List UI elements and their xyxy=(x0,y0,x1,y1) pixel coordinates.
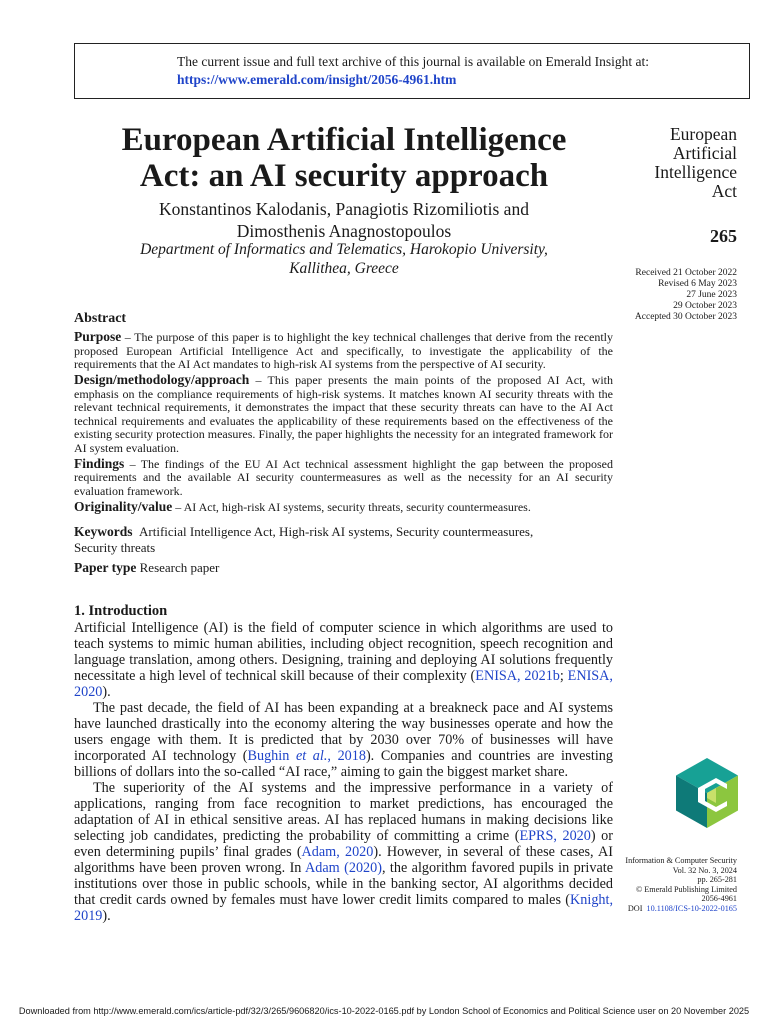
date-received: Received 21 October 2022 xyxy=(635,268,737,278)
running-head-line: European xyxy=(669,124,737,144)
emerald-logo-icon xyxy=(676,758,738,828)
journal-issn: 2056-4961 xyxy=(701,894,737,904)
journal-url-link[interactable]: https://www.emerald.com/insight/2056-4961.htm xyxy=(177,72,457,87)
paragraph-text: ). However, in several of these cases, AI algorithms have been proven wrong. In xyxy=(74,844,613,876)
paper-type xyxy=(74,560,613,576)
affiliation-line-2: Kallithea, Greece xyxy=(289,260,399,277)
citation-link[interactable]: Adam (2020) xyxy=(305,860,382,876)
citation-link[interactable]: Knight, 2019 xyxy=(74,892,613,924)
paper-type-value: Research paper xyxy=(139,560,220,575)
citation-author: Bughin xyxy=(247,748,296,764)
abstract-section-text: – The findings of the EU AI Act technical assessment highlight the gap between the proposed requirements and the available AI security countermeasures as well as the necessity for an AI security evaluation framework. xyxy=(74,456,613,498)
introduction-heading: 1. Introduction xyxy=(74,603,168,619)
abstract-design xyxy=(74,373,613,455)
date-accepted: Accepted 30 October 2023 xyxy=(634,312,737,322)
running-head-line: Act xyxy=(711,181,737,201)
date-revised: 27 June 2023 xyxy=(686,290,737,300)
paragraph-text: Artificial Intelligence (AI) is the field of computer science in which algorithms are used to teach systems to mimic human abilities, including object recognition, speech recognition and language translation, among others. Designing, training and deploying AI solutions frequently necessitate a high level of technical skill because of their complexity ( xyxy=(74,620,613,684)
journal-name: Information & Computer Security xyxy=(625,856,737,865)
abstract-section-label: Originality/value xyxy=(74,498,173,514)
abstract-originality xyxy=(74,500,613,515)
citation-link[interactable]: Adam, 2020 xyxy=(301,844,374,860)
abstract-purpose xyxy=(74,330,613,372)
paragraph-text: ; xyxy=(559,668,568,684)
doi-link[interactable]: 10.1108/ICS-10-2022-0165 xyxy=(646,903,737,913)
running-head-line: Artificial xyxy=(672,143,737,163)
keywords-label: Keywords xyxy=(74,524,133,539)
citation-link[interactable]: ENISA, 2020 xyxy=(74,668,613,700)
keywords-text-continued: Security threats xyxy=(74,539,156,555)
running-head-line: Intelligence xyxy=(654,162,737,182)
page-number: 265 xyxy=(710,226,737,246)
abstract-heading: Abstract xyxy=(74,311,127,326)
article-history-dates xyxy=(600,268,737,323)
paper-type-label: Paper type xyxy=(74,560,137,575)
download-footer: Downloaded from http://www.emerald.com/ics/article-pdf/32/3/265/9606820/ics-10-2022-0165.pdf by London School of Economics and Political Science user on 20 November 2025 xyxy=(18,1006,750,1016)
date-revised: 29 October 2023 xyxy=(673,301,737,311)
journal-pages: pp. 265-281 xyxy=(697,875,737,885)
date-revised: Revised 6 May 2023 xyxy=(658,279,737,289)
title-line-2: Act: an AI security approach xyxy=(139,158,549,194)
abstract-body xyxy=(74,330,613,516)
doi-label: DOI xyxy=(627,903,643,913)
paragraph-text: ). Companies and countries are investing billions of dollars into the so-called “AI race,” aiming to gain the biggest market share. xyxy=(74,748,613,780)
article-title xyxy=(74,122,614,194)
paragraph-text: ). xyxy=(102,908,111,924)
running-head xyxy=(610,125,737,201)
authors-line-1: Konstantinos Kalodanis, Panagiotis Rizomiliotis and xyxy=(159,199,529,219)
paragraph-text: ). xyxy=(102,684,111,700)
abstract-section-text: – AI Act, high-risk AI systems, security threats, security countermeasures. xyxy=(172,499,531,514)
affiliation-line-1: Department of Informatics and Telematics, Harokopio University, xyxy=(140,241,548,258)
citation-link[interactable]: EPRS, 2020 xyxy=(519,828,591,844)
intro-paragraph-3 xyxy=(74,780,613,924)
paragraph-text: , the algorithm favored pupils in private institutions over those in public schools, while in the banking sector, AI algorithms decided that credit cards owned by females must have lower credit limits compared to males ( xyxy=(74,860,613,908)
affiliation xyxy=(74,240,614,278)
citation-etal: et al. xyxy=(295,748,328,764)
intro-paragraph-2 xyxy=(74,700,613,780)
keywords xyxy=(74,524,613,555)
abstract-section-text: – The purpose of this paper is to highlight the key technical challenges that derive from the recently proposed European Artificial Intelligence Act and specifically, to investigate the applicability of the requirements that the AI Act mandates to high-risk AI systems from the perspective of AI security. xyxy=(74,330,613,371)
abstract-section-label: Purpose xyxy=(74,329,122,344)
abstract-section-label: Findings xyxy=(74,455,125,471)
abstract-findings xyxy=(74,457,613,499)
paragraph-text: The superiority of the AI systems and the impressive performance in a variety of applications, ranging from face recognition to market predictions, has encouraged the adaptation of AI in ethical sensitive areas. AI has replaced humans in making decisions like selecting job candidates, predicting the probability of committing a crime ( xyxy=(74,780,613,844)
title-line-1: European Artificial Intelligence xyxy=(121,122,567,158)
journal-volume: Vol. 32 No. 3, 2024 xyxy=(672,865,737,875)
author-list xyxy=(74,198,614,242)
citation-year: , 2018 xyxy=(327,748,366,764)
abstract-section-text: – This paper presents the main points of the proposed AI Act, with emphasis on the compliance requirements of high-risk systems. It matches known AI security threats with the relevant technical requirements, it demonstrates the impact that these security threats can have to the AI Act technical requirements and evaluates the applicability of these requirements based on the effectiveness of the existing security protection measures. Finally, the paper highlights the necessity for an integrated framework for AI system evaluation. xyxy=(74,373,613,455)
paragraph-text: The past decade, the field of AI has been expanding at a breakneck pace and AI systems have launched drastically into the economy altering the way businesses operate and how the users engage with them. It is predicted that by 2030 over 70% of businesses will have incorporated AI technology ( xyxy=(74,700,613,764)
keywords-text: Artificial Intelligence Act, High-risk AI systems, Security countermeasures, xyxy=(139,524,534,539)
abstract-section-label: Design/methodology/approach xyxy=(74,372,250,387)
introduction-body xyxy=(74,620,613,924)
authors-line-2: Dimosthenis Anagnostopoulos xyxy=(236,221,452,241)
citation-link[interactable]: ENISA, 2021b xyxy=(475,668,560,684)
intro-paragraph-1 xyxy=(74,620,613,700)
paragraph-text: ) or even determining pupils’ final grades ( xyxy=(74,828,613,860)
journal-publisher: © Emerald Publishing Limited xyxy=(635,884,737,894)
archive-notice-text: The current issue and full text archive of this journal is available on Emerald Insight at: xyxy=(177,54,649,69)
journal-archive-notice xyxy=(74,43,750,99)
journal-citation-info xyxy=(600,856,737,914)
citation-link[interactable] xyxy=(248,748,366,764)
